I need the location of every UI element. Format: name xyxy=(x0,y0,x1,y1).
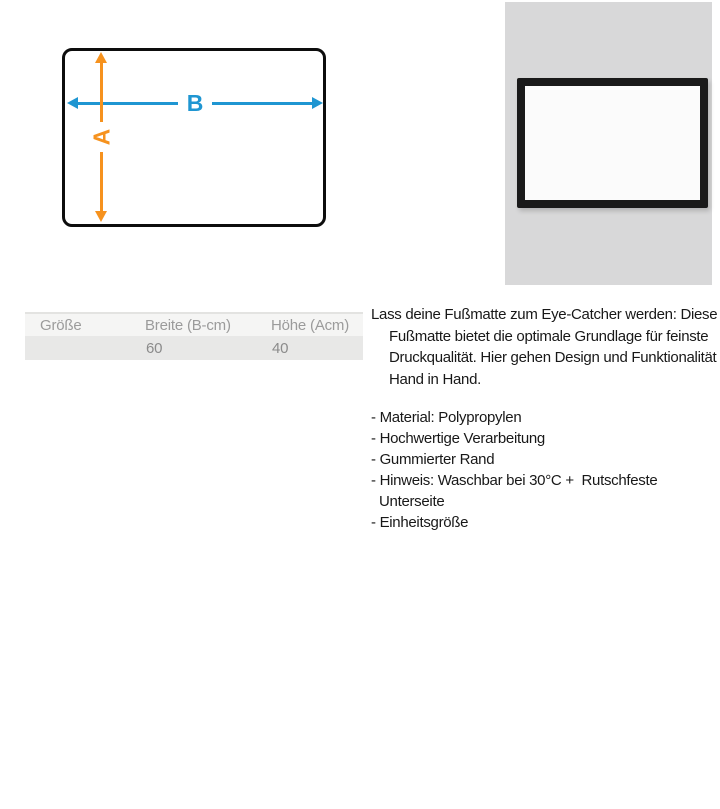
description-line: Fußmatte bietet die optimale Grundlage für feinste xyxy=(389,327,709,345)
size-cell-breite: 60 xyxy=(146,339,163,357)
height-arrow-line xyxy=(100,152,103,211)
description-line: Druckqualität. Hier gehen Design und Funktionalität xyxy=(389,349,717,366)
description-line: Lass deine Fußmatte zum Eye-Catcher werden: Diese xyxy=(371,306,718,323)
height-arrow-line xyxy=(100,63,103,122)
width-label: B xyxy=(186,90,204,116)
size-table xyxy=(25,312,363,360)
size-table-header-hoehe: Höhe (Acm) xyxy=(271,316,350,334)
size-table-header-breite: Breite (B-cm) xyxy=(145,316,231,334)
arrowhead-up-icon xyxy=(95,52,107,63)
width-arrow-line xyxy=(212,102,312,105)
feature-item-continuation: Unterseite xyxy=(379,493,445,510)
size-cell-hoehe: 40 xyxy=(272,339,289,357)
product-description xyxy=(371,304,720,390)
arrowhead-down-icon xyxy=(95,211,107,222)
feature-item: - Material: Polypropylen xyxy=(371,409,522,426)
arrowhead-left-icon xyxy=(67,97,78,109)
doormat-image xyxy=(517,78,708,208)
feature-item: - Einheitsgröße xyxy=(371,514,469,531)
product-image-panel xyxy=(505,2,712,285)
feature-item: - Gummierter Rand xyxy=(371,451,495,468)
size-table-header xyxy=(25,312,363,336)
feature-list xyxy=(371,407,720,533)
description-line: Hand in Hand. xyxy=(389,370,481,388)
arrowhead-right-icon xyxy=(312,97,323,109)
size-table-row xyxy=(25,336,363,360)
size-table-header-groesse: Größe xyxy=(40,316,82,334)
feature-item: - Hochwertige Verarbeitung xyxy=(371,430,545,447)
feature-item: - Hinweis: Waschbar bei 30°C + Rutschfeste xyxy=(371,472,658,489)
height-label: A xyxy=(87,128,114,146)
height-arrow xyxy=(87,52,114,222)
